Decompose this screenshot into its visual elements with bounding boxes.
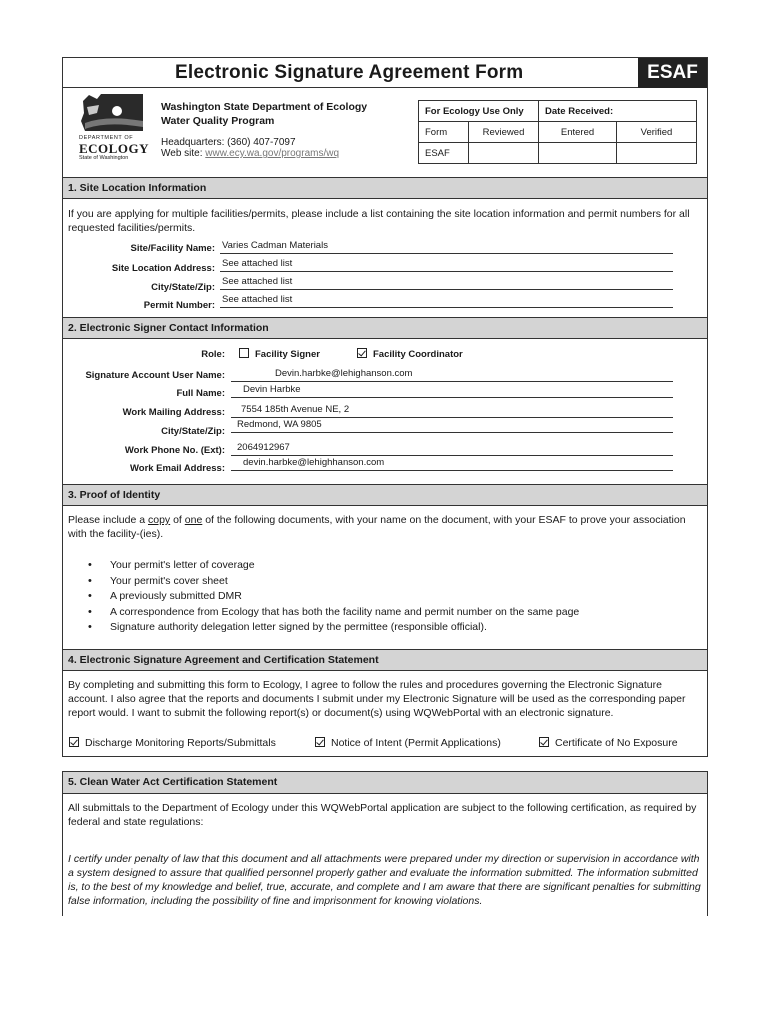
list-item: • A correspondence from Ecology that has both the facility name and permit number on the same page (88, 605, 579, 621)
logo-state-text: State of Washington (79, 155, 129, 161)
intro-text-of: of (170, 514, 185, 526)
form-value: ESAF (419, 143, 469, 164)
work-mailing-address-label: Work Mailing Address: (122, 407, 225, 418)
permit-number-field[interactable]: See attached list (220, 293, 673, 308)
facility-signer-label: Facility Signer (255, 349, 320, 360)
headquarters-phone: Headquarters: (360) 407-7097 (161, 137, 296, 148)
work-phone-field[interactable]: 2064912967 (231, 441, 673, 456)
certification-statement: I certify under penalty of law that this document and all attachments were prepared under my direction or supervision in accordance with a system designed to assure that qualified personnel properly gather and evaluate the information submitted. The information submitted is, to the best of my knowledge and belief, true, accurate, and complete and I am aware that there are significant penalties for submitting false information, including the possibility of fine and imprisonment for knowing violations. (68, 853, 701, 907)
section-5-box (62, 771, 708, 916)
section-4-statement: By completing and submitting this form to Ecology, I agree to follow the rules and procedures governing the Electronic Signature account. I also agree that the reports and documents I submit under my Electronic Signature will be used as the corresponding paper report would. I want to submit the following report(s) or document(s) using WQWebPortal with an electronic signature. (68, 679, 686, 719)
form-col-header: Form (419, 122, 469, 143)
intro-copy-emphasis: copy (147, 514, 171, 526)
site-city-state-zip-field[interactable]: See attached list (220, 275, 673, 290)
dmr-option[interactable] (69, 737, 276, 749)
logo-department-text: DEPARTMENT OF (79, 135, 134, 141)
section-4-heading: 4. Electronic Signature Agreement and Certification Statement (63, 649, 707, 671)
form-title: Electronic Signature Agreement Form (175, 62, 524, 83)
role-facility-signer-option[interactable] (239, 348, 320, 360)
noi-checkbox[interactable] (315, 737, 325, 747)
cne-option[interactable] (539, 737, 678, 749)
work-phone-label: Work Phone No. (Ext): (124, 445, 225, 456)
work-city-state-zip-field[interactable]: Redmond, WA 9805 (231, 418, 673, 433)
cne-label: Certificate of No Exposure (555, 737, 678, 749)
section-5-intro: All submittals to the Department of Ecology under this WQWebPortal application are subject to the following certification, as required by federal and state regulations: (68, 802, 697, 828)
list-item: • A previously submitted DMR (88, 589, 579, 605)
website-label: Web site: (161, 148, 203, 159)
washington-map-icon (77, 91, 147, 135)
ecology-use-title: For Ecology Use Only (419, 101, 539, 122)
work-city-state-zip-label: City/State/Zip: (161, 426, 225, 437)
intro-text-after: of the following documents, with your name on the document, with your ESAF to prove your association with the facility-(ies). (68, 514, 686, 540)
entered-col-header: Entered (539, 122, 617, 143)
intro-one-emphasis: one (184, 514, 203, 526)
esaf-form (62, 57, 708, 757)
ecology-logo (77, 91, 153, 163)
reviewed-cell (469, 143, 539, 164)
list-item: • Signature authority delegation letter signed by the permittee (responsible official). (88, 620, 579, 636)
noi-label: Notice of Intent (Permit Applications) (331, 737, 501, 749)
dmr-label: Discharge Monitoring Reports/Submittals (85, 737, 276, 749)
contact-info (161, 137, 411, 159)
facility-coordinator-label: Facility Coordinator (373, 349, 463, 360)
permit-number-label: Permit Number: (143, 300, 215, 311)
site-location-address-label: Site Location Address: (111, 263, 215, 274)
section-1-instructions: If you are applying for multiple facilities/permits, please include a list containing the site location information and permit numbers for all requested facilities/permits. (68, 208, 690, 234)
role-facility-coordinator-option[interactable] (357, 348, 463, 360)
list-item: • Your permit's letter of coverage (88, 558, 579, 574)
cne-checkbox[interactable] (539, 737, 549, 747)
intro-text-before: Please include a (68, 514, 148, 526)
proof-document-list (88, 558, 579, 636)
website-link[interactable]: www.ecy.wa.gov/programs/wq (205, 148, 340, 159)
section-3-intro (68, 513, 702, 541)
facility-coordinator-checkbox[interactable] (357, 348, 367, 358)
site-location-address-field[interactable]: See attached list (220, 257, 673, 272)
work-mailing-address-field[interactable]: 7554 185th Avenue NE, 2 (231, 403, 673, 418)
entered-cell (539, 143, 617, 164)
section-5-heading: 5. Clean Water Act Certification Statement (63, 772, 707, 794)
section-1-heading: 1. Site Location Information (63, 177, 707, 199)
site-facility-name-label: Site/Facility Name: (130, 243, 215, 254)
section-2-heading: 2. Electronic Signer Contact Information (63, 317, 707, 339)
agency-line-1: Washington State Department of Ecology (161, 101, 368, 113)
role-label: Role: (201, 349, 225, 360)
full-name-label: Full Name: (176, 388, 225, 399)
date-received-label: Date Received: (539, 101, 697, 122)
noi-option[interactable] (315, 737, 501, 749)
facility-signer-checkbox[interactable] (239, 348, 249, 358)
work-email-field[interactable]: devin.harbke@lehighhanson.com (231, 456, 673, 471)
website-line (161, 148, 411, 159)
agency-line-2: Water Quality Program (161, 115, 275, 127)
work-email-label: Work Email Address: (129, 463, 225, 474)
ecology-use-table (418, 100, 697, 164)
full-name-field[interactable]: Devin Harbke (231, 383, 673, 398)
logo-ecology-text: ECOLOGY (79, 141, 149, 156)
reviewed-col-header: Reviewed (469, 122, 539, 143)
account-user-name-field[interactable]: Devin.harbke@lehighanson.com (231, 367, 673, 382)
site-city-state-zip-label: City/State/Zip: (151, 282, 215, 293)
list-item: • Your permit's cover sheet (88, 574, 579, 590)
agency-name (161, 100, 411, 128)
verified-col-header: Verified (617, 122, 697, 143)
esaf-badge: ESAF (638, 58, 707, 88)
verified-cell (617, 143, 697, 164)
dmr-checkbox[interactable] (69, 737, 79, 747)
section-3-heading: 3. Proof of Identity (63, 484, 707, 506)
site-facility-name-field[interactable]: Varies Cadman Materials (220, 239, 673, 254)
account-user-name-label: Signature Account User Name: (85, 370, 225, 381)
title-bar (63, 58, 707, 88)
